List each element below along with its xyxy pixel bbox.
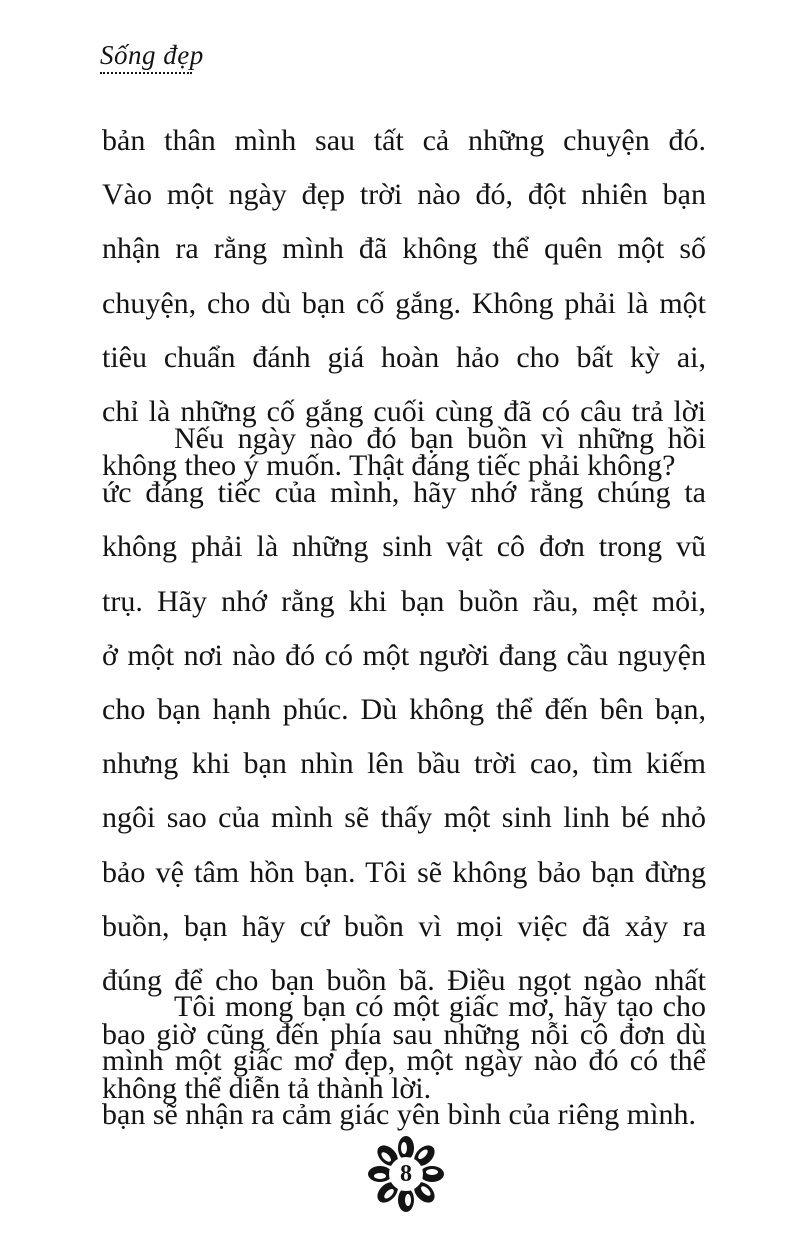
text-line: bao giờ cũng đến phía sau những nỗi cô đơn dù	[102, 1018, 706, 1052]
text-line: ngôi sao của mình sẽ thấy một sinh linh bé nhỏ	[102, 801, 706, 835]
running-header: Sống đẹp	[100, 40, 204, 70]
text-line: buồn, bạn hãy cứ buồn vì mọi việc đã xảy ra	[102, 909, 706, 943]
text-line: không thể diễn tả thành lời.	[102, 1072, 432, 1106]
text-line: nhận ra rằng mình đã không thể quên một số	[102, 232, 706, 266]
text-line: Nếu ngày nào đó bạn buồn vì những hồi	[174, 422, 706, 455]
header-dotted-underline	[100, 72, 192, 74]
text-line: trụ. Hãy nhớ rằng khi bạn buồn rầu, mệt mỏi,	[102, 584, 706, 618]
text-line: đúng để cho bạn buồn bã. Điều ngọt ngào nhất	[102, 963, 706, 997]
text-line: Vào một ngày đẹp trời nào đó, đột nhiên bạn	[102, 178, 706, 212]
text-line: tiêu chuẩn đánh giá hoàn hảo cho bất kỳ ai,	[102, 340, 706, 374]
text-line: nhưng khi bạn nhìn lên bầu trời cao, tìm kiếm	[102, 747, 706, 781]
page-number-ornament	[366, 1134, 446, 1214]
page-number: 8	[400, 1161, 412, 1187]
text-line: ức đáng tiếc của mình, hãy nhớ rằng chúng ta	[102, 476, 706, 510]
text-line: Tôi mong bạn có một giấc mơ, hãy tạo cho	[174, 990, 706, 1023]
paragraph-3	[102, 980, 706, 1143]
text-line: bảo vệ tâm hồn bạn. Tôi sẽ không bảo bạn đừng	[102, 855, 706, 889]
text-line: cho bạn hạnh phúc. Dù không thể đến bên bạn,	[102, 692, 706, 726]
text-line: chỉ là những cố gắng cuối cùng đã có câu trả lời	[102, 394, 706, 428]
text-line: ở một nơi nào đó có một người đang cầu nguyện	[102, 638, 706, 672]
text-line: chuyện, cho dù bạn cố gắng. Không phải là một	[102, 286, 706, 320]
text-line: không phải là những sinh vật cô đơn trong vũ	[102, 530, 706, 564]
text-line: không theo ý muốn. Thật đáng tiếc phải không?	[102, 449, 676, 483]
text-line: bạn sẽ nhận ra cảm giác yên bình của riêng mình.	[102, 1098, 696, 1132]
text-line: mình một giấc mơ đẹp, một ngày nào đó có thể	[102, 1044, 706, 1078]
text-line: bản thân mình sau tất cả những chuyện đó.	[102, 124, 706, 157]
